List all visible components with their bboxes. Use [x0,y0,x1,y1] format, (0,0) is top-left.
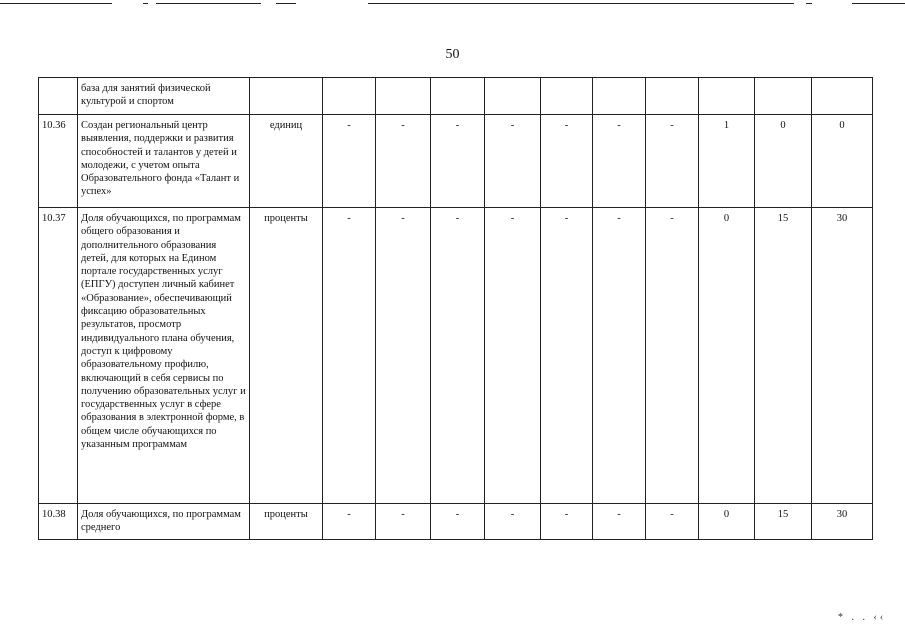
unit-cell [250,78,323,115]
value-cell: - [376,208,431,504]
value-cell: - [541,115,593,208]
value-cell: 15 [755,504,812,540]
value-cell: - [376,115,431,208]
scan-mark: * . . ‹‹ [838,612,887,623]
value-cell: - [323,115,376,208]
value-cell: 30 [812,504,873,540]
page-number: 50 [445,47,460,62]
unit-cell: единиц [250,115,323,208]
value-cell: 30 [812,208,873,504]
table-row [39,78,873,115]
value-cell: - [646,504,699,540]
row-number: 10.38 [39,504,78,540]
value-cell: - [593,208,646,504]
indicator-name: база для занятий физической культурой и спортом [78,78,250,115]
table-row [39,115,873,208]
value-cell: - [431,208,485,504]
value-cell [431,78,485,115]
unit-cell: проценты [250,504,323,540]
table-row [39,504,873,540]
value-cell [485,78,541,115]
value-cell [699,78,755,115]
value-cell [323,78,376,115]
unit-cell: проценты [250,208,323,504]
value-cell: 0 [755,115,812,208]
value-cell [755,78,812,115]
value-cell: - [485,115,541,208]
scan-line [143,3,148,4]
value-cell: - [323,208,376,504]
value-cell: 0 [812,115,873,208]
value-cell: - [376,504,431,540]
value-cell: - [541,208,593,504]
value-cell [812,78,873,115]
scan-line [156,3,261,4]
value-cell [646,78,699,115]
value-cell: - [431,504,485,540]
value-cell: - [593,504,646,540]
indicator-table [38,77,873,540]
value-cell: 1 [699,115,755,208]
row-number: 10.36 [39,115,78,208]
scan-line [276,3,296,4]
indicator-name: Создан региональный центр выявления, поддержки и развития способностей и талантов у детей и молодежи, с учетом опыта Образовательного фонда «Талант и успех» [78,115,250,208]
scan-line [806,3,812,4]
value-cell: 0 [699,504,755,540]
value-cell: - [431,115,485,208]
scan-line [368,3,794,4]
row-number: 10.37 [39,208,78,504]
indicator-name: Доля обучающихся, по программам общего образования и дополнительного образования детей, для которых на Едином портале государственных услуг (ЕПГУ) доступен личный кабинет «Образование», обеспечивающий фиксацию образовательных результатов, просмотр индивидуального плана обучения, доступ к цифровому образовательному профилю, включающий в себя сервисы по получению образовательных услуг и государственных услуг в сфере образования в электронной форме, в общем числе обучающихся по указанным программам [78,208,250,504]
value-cell: - [485,208,541,504]
row-number [39,78,78,115]
value-cell [376,78,431,115]
value-cell: - [646,115,699,208]
value-cell: 0 [699,208,755,504]
indicator-name: Доля обучающихся, по программам среднего [78,504,250,540]
value-cell: - [593,115,646,208]
value-cell: - [323,504,376,540]
value-cell: - [541,504,593,540]
table-row [39,208,873,504]
value-cell [541,78,593,115]
value-cell: - [485,504,541,540]
scan-line [0,3,112,4]
scan-line [852,3,905,4]
value-cell: 15 [755,208,812,504]
value-cell: - [646,208,699,504]
value-cell [593,78,646,115]
